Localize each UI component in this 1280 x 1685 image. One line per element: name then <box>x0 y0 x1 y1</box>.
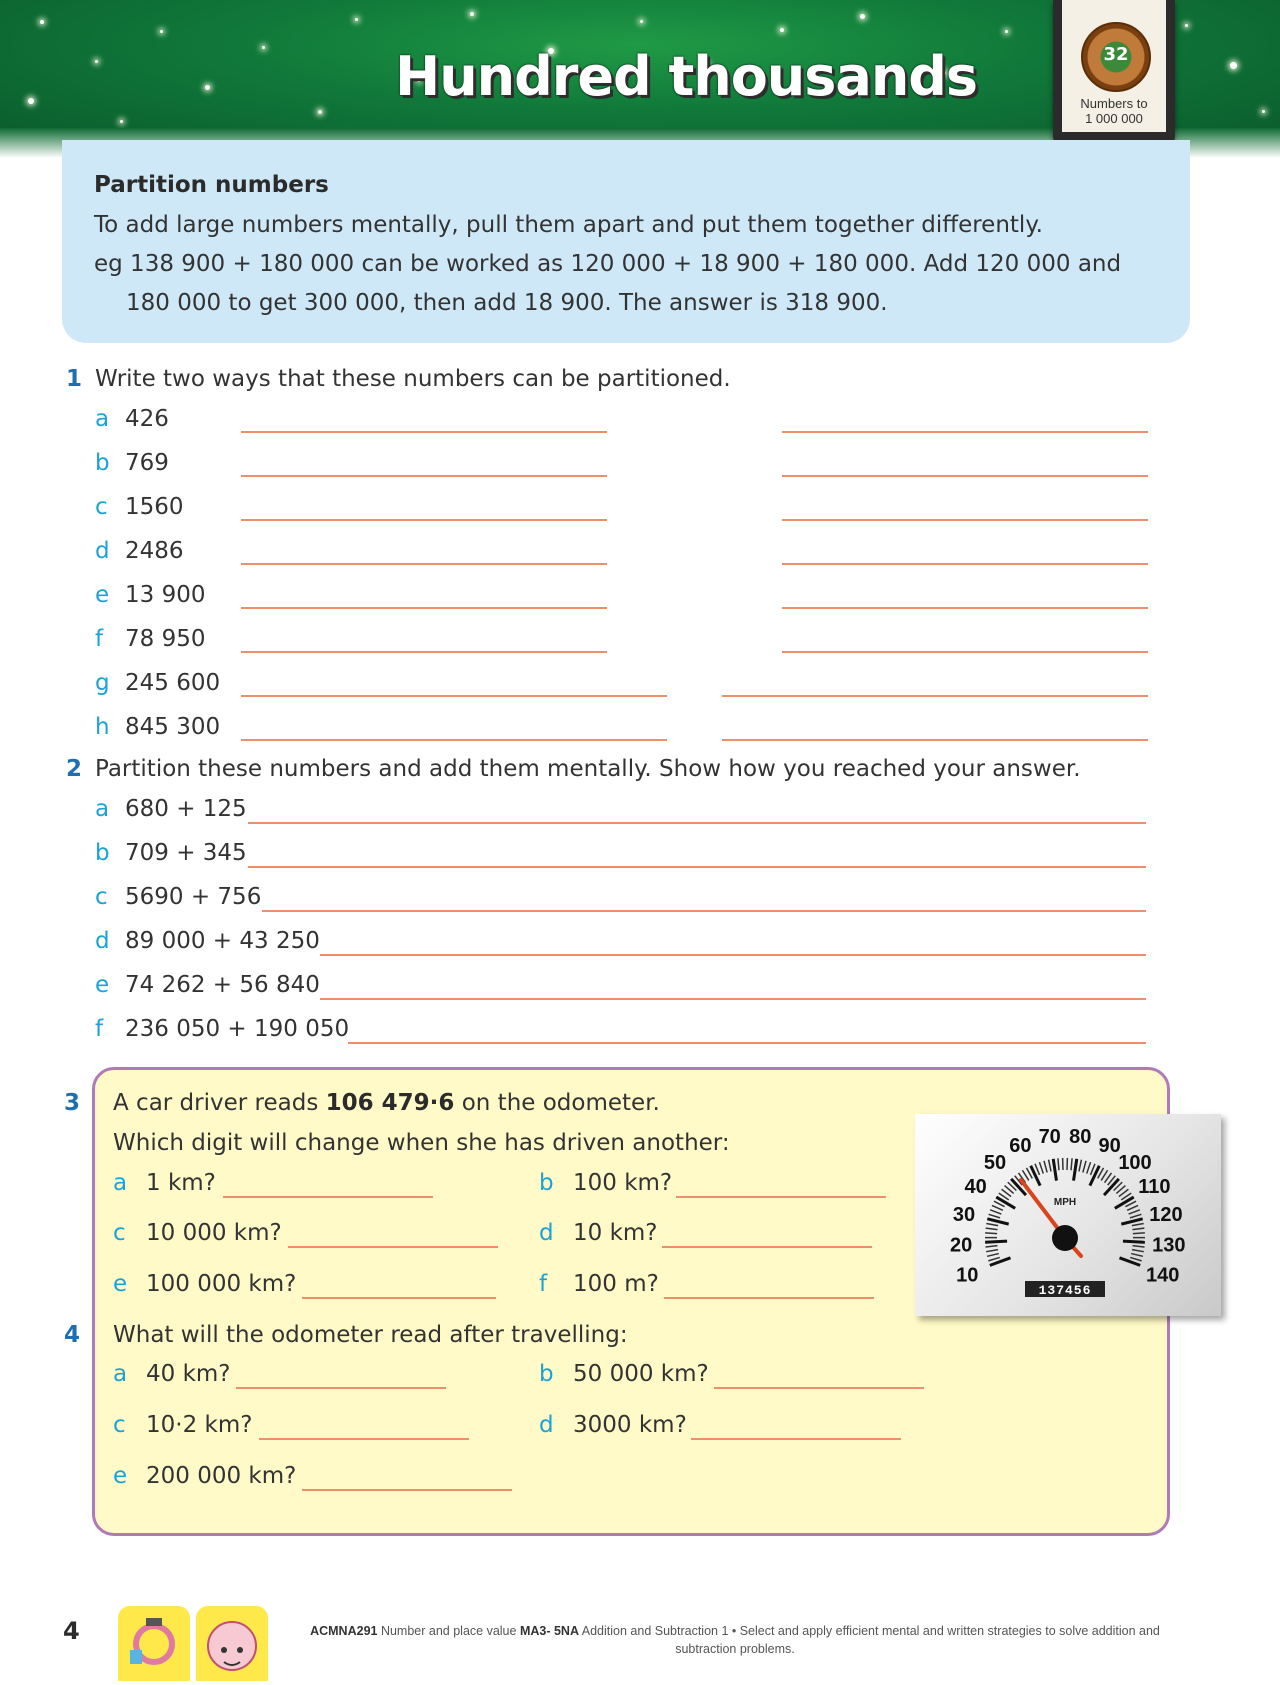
speedometer-minor-tick <box>986 1246 998 1247</box>
q1h-answer-line-2[interactable] <box>722 739 1148 741</box>
q4a-label: a <box>113 1361 127 1387</box>
curriculum-text-2: Addition and Subtraction 1 • Select and apply efficient mental and written strategies to solve addition and <box>579 1624 1160 1638</box>
question-2-text: Partition these numbers and add them mentally. Show how you reached your answer. <box>95 756 1081 782</box>
speedometer-minor-tick <box>1127 1205 1138 1210</box>
q1b-answer-line-2[interactable] <box>782 475 1148 477</box>
q4e-answer-line[interactable] <box>302 1489 512 1491</box>
q2d-label: d <box>95 928 110 954</box>
curriculum-footer <box>300 1622 1170 1658</box>
q1b-answer-line-1[interactable] <box>241 475 607 477</box>
curriculum-code-2: MA3- 5NA <box>520 1624 579 1638</box>
q1e-value: 13 900 <box>125 582 205 608</box>
q2d-answer-line[interactable] <box>320 954 1146 956</box>
q1a-answer-line-2[interactable] <box>782 431 1148 433</box>
speedometer-dial <box>915 1114 1221 1316</box>
q2a-answer-line[interactable] <box>248 822 1146 824</box>
speedometer-tick <box>1090 1166 1099 1186</box>
q1e-answer-line-2[interactable] <box>782 607 1148 609</box>
q3f-label: f <box>539 1271 547 1297</box>
speedometer-minor-tick <box>1087 1162 1091 1173</box>
page-number: 4 <box>63 1617 80 1645</box>
q4d-answer-line[interactable] <box>691 1438 901 1440</box>
info-title: Partition numbers <box>94 172 329 198</box>
tools-icon <box>118 1606 190 1681</box>
speedometer-tick-label: 110 <box>1138 1176 1170 1198</box>
q1g-label: g <box>95 670 110 696</box>
question-3-text <box>113 1090 660 1116</box>
speedometer-minor-tick <box>992 1205 1003 1210</box>
speedometer-tick-label: 60 <box>1009 1135 1031 1157</box>
speedometer-image <box>915 1114 1221 1316</box>
speedometer-tick-label: 120 <box>1149 1204 1182 1226</box>
q1h-answer-line-1[interactable] <box>241 739 667 741</box>
q2a-value: 680 + 125 <box>125 796 247 822</box>
q4b-label: b <box>539 1361 554 1387</box>
badge-caption <box>1064 96 1164 126</box>
q2c-value: 5690 + 756 <box>125 884 261 910</box>
q3d-value: 10 km? <box>573 1220 658 1246</box>
speedometer-tick <box>1074 1159 1077 1181</box>
speedometer-tick-label: 20 <box>950 1235 972 1257</box>
speedometer-tick-label: 10 <box>956 1265 978 1287</box>
question-1-text: Write two ways that these numbers can be partitioned. <box>95 366 731 392</box>
speedometer-minor-tick <box>1058 1158 1059 1170</box>
q4d-value: 3000 km? <box>573 1412 687 1438</box>
q3a-answer-line[interactable] <box>223 1196 433 1198</box>
speedometer-minor-tick <box>1079 1160 1081 1172</box>
speedometer-minor-tick <box>1039 1162 1043 1173</box>
badge-caption-line1: Numbers to <box>1064 96 1164 111</box>
badge-caption-line2: 1 000 000 <box>1064 111 1164 126</box>
question-4-text: What will the odometer read after travelling: <box>113 1322 628 1348</box>
q1b-label: b <box>95 450 110 476</box>
q1g-value: 245 600 <box>125 670 220 696</box>
q4c-value: 10·2 km? <box>146 1412 252 1438</box>
speedometer-tick <box>987 1219 1008 1224</box>
q1c-answer-line-1[interactable] <box>241 519 607 521</box>
speedometer-tick-label: 140 <box>1146 1265 1179 1287</box>
speedometer-minor-tick <box>1130 1257 1141 1260</box>
speedometer-tick <box>1053 1159 1056 1181</box>
curriculum-line-1 <box>300 1622 1170 1640</box>
q2b-label: b <box>95 840 110 866</box>
speedometer-minor-tick <box>985 1233 997 1234</box>
speedometer-minor-tick <box>990 1210 1001 1214</box>
speedometer-minor-tick <box>986 1223 998 1225</box>
question-3-subtext: Which digit will change when she has driven another: <box>113 1130 730 1156</box>
speedometer-minor-tick <box>1130 1214 1141 1218</box>
speedometer-minor-tick <box>1132 1228 1144 1229</box>
question-3-number: 3 <box>64 1090 80 1116</box>
q1c-label: c <box>95 494 108 520</box>
info-line-3: 180 000 to get 300 000, then add 18 900. The answer is 318 900. <box>126 290 888 316</box>
speedometer-tick-label: 100 <box>1118 1152 1151 1174</box>
q1d-label: d <box>95 538 110 564</box>
brain-icon-graphic <box>196 1606 268 1681</box>
q1c-value: 1560 <box>125 494 184 520</box>
speedometer-tick-label: 90 <box>1098 1135 1120 1157</box>
q1f-label: f <box>95 626 103 652</box>
q3e-answer-line[interactable] <box>302 1297 496 1299</box>
q4a-value: 40 km? <box>146 1361 231 1387</box>
curriculum-line-2: subtraction problems. <box>300 1640 1170 1658</box>
q3b-answer-line[interactable] <box>676 1196 886 1198</box>
q2a-label: a <box>95 796 109 822</box>
odometer-digits: 137456 <box>1039 1283 1092 1298</box>
speedometer-tick <box>1115 1197 1134 1208</box>
topic-badge <box>1053 0 1175 146</box>
q3c-answer-line[interactable] <box>288 1246 498 1248</box>
speedometer-minor-tick <box>987 1254 999 1257</box>
q3b-value: 100 km? <box>573 1170 672 1196</box>
speedometer-tick-label: 50 <box>984 1152 1006 1174</box>
tools-icon-graphic <box>118 1606 190 1681</box>
q2c-answer-line[interactable] <box>262 910 1146 912</box>
q3a-label: a <box>113 1170 127 1196</box>
q1d-answer-line-2[interactable] <box>782 563 1148 565</box>
speedometer-minor-tick <box>1132 1250 1144 1252</box>
q1e-answer-line-1[interactable] <box>241 607 607 609</box>
speedometer-minor-tick <box>1071 1158 1072 1170</box>
speedometer-hub <box>1052 1225 1078 1251</box>
q4c-label: c <box>113 1412 126 1438</box>
speedometer-minor-tick <box>1132 1223 1144 1225</box>
speedometer-tick <box>1123 1241 1145 1242</box>
speedometer-minor-tick <box>1083 1161 1086 1173</box>
q1h-label: h <box>95 714 110 740</box>
q4e-value: 200 000 km? <box>146 1463 296 1489</box>
q1g-answer-line-2[interactable] <box>722 695 1148 697</box>
q1f-value: 78 950 <box>125 626 205 652</box>
page-title: Hundred thousands <box>395 45 977 108</box>
speedometer-tick-label: 70 <box>1039 1126 1061 1148</box>
q2f-value: 236 050 + 190 050 <box>125 1016 349 1042</box>
q2f-label: f <box>95 1016 103 1042</box>
speedometer-minor-tick <box>988 1257 999 1260</box>
q4a-answer-line[interactable] <box>236 1387 446 1389</box>
footer-icons <box>118 1606 268 1681</box>
q2d-value: 89 000 + 43 250 <box>125 928 320 954</box>
question-4-number: 4 <box>64 1322 80 1348</box>
q3e-value: 100 000 km? <box>146 1271 296 1297</box>
q1a-label: a <box>95 406 109 432</box>
q4c-answer-line[interactable] <box>259 1438 469 1440</box>
q1d-answer-line-1[interactable] <box>241 563 607 565</box>
q4b-answer-line[interactable] <box>714 1387 924 1389</box>
badge-number: 32 <box>1083 44 1149 65</box>
q3d-answer-line[interactable] <box>662 1246 872 1248</box>
q4e-label: e <box>113 1463 127 1489</box>
speedometer-minor-tick <box>1133 1233 1145 1234</box>
speedometer-minor-tick <box>986 1250 998 1252</box>
speedometer-tick-label: 30 <box>953 1204 975 1226</box>
q1f-answer-line-1[interactable] <box>241 651 607 653</box>
q1h-value: 845 300 <box>125 714 220 740</box>
q3e-label: e <box>113 1271 127 1297</box>
q1d-value: 2486 <box>125 538 184 564</box>
q1f-answer-line-2[interactable] <box>782 651 1148 653</box>
q1a-value: 426 <box>125 406 169 432</box>
info-box <box>62 140 1190 343</box>
medal-icon <box>1081 22 1151 92</box>
question-3-text-after: on the odometer. <box>454 1090 659 1116</box>
speedometer-minor-tick <box>1049 1160 1051 1172</box>
q1a-answer-line-1[interactable] <box>241 431 607 433</box>
q2e-label: e <box>95 972 109 998</box>
q4d-label: d <box>539 1412 554 1438</box>
speedometer-minor-tick <box>989 1214 1000 1218</box>
speedometer-minor-tick <box>1133 1246 1145 1247</box>
speedometer-tick-label: 40 <box>965 1176 987 1198</box>
q1b-value: 769 <box>125 450 169 476</box>
question-3-text-before: A car driver reads <box>113 1090 326 1116</box>
curriculum-code-1: ACMNA291 <box>310 1624 377 1638</box>
q2e-answer-line[interactable] <box>320 998 1146 1000</box>
q4b-value: 50 000 km? <box>573 1361 709 1387</box>
q3d-label: d <box>539 1220 554 1246</box>
odometer-reading: 106 479·6 <box>326 1090 455 1116</box>
brain-icon <box>196 1606 268 1681</box>
speedometer-unit: MPH <box>1054 1197 1076 1208</box>
q3f-answer-line[interactable] <box>664 1297 874 1299</box>
speedometer-minor-tick <box>1044 1161 1047 1173</box>
speedometer-tick <box>985 1241 1007 1242</box>
q3a-value: 1 km? <box>146 1170 216 1196</box>
q2c-label: c <box>95 884 108 910</box>
q1e-label: e <box>95 582 109 608</box>
speedometer-tick <box>1031 1166 1040 1186</box>
speedometer-tick <box>1121 1219 1142 1224</box>
speedometer-tick <box>996 1197 1015 1208</box>
speedometer-tick-label: 130 <box>1152 1235 1185 1257</box>
q1c-answer-line-2[interactable] <box>782 519 1148 521</box>
q2f-answer-line[interactable] <box>348 1042 1146 1044</box>
info-line-1: To add large numbers mentally, pull them apart and put them together differently. <box>94 212 1043 238</box>
q1g-answer-line-1[interactable] <box>241 695 667 697</box>
question-2-number: 2 <box>66 756 82 782</box>
speedometer-tick-label: 80 <box>1069 1126 1091 1148</box>
q2e-value: 74 262 + 56 840 <box>125 972 320 998</box>
q3f-value: 100 m? <box>573 1271 659 1297</box>
q3c-label: c <box>113 1220 126 1246</box>
question-1-number: 1 <box>66 366 82 392</box>
speedometer-minor-tick <box>1129 1210 1140 1214</box>
topic-badge-screen <box>1062 0 1166 132</box>
curriculum-text-1: Number and place value <box>377 1624 519 1638</box>
q2b-answer-line[interactable] <box>248 866 1146 868</box>
speedometer-minor-tick <box>986 1228 998 1229</box>
info-line-2: eg 138 900 + 180 000 can be worked as 120 000 + 18 900 + 180 000. Add 120 000 and <box>94 251 1121 277</box>
q3b-label: b <box>539 1170 554 1196</box>
speedometer-minor-tick <box>1131 1254 1143 1257</box>
q3c-value: 10 000 km? <box>146 1220 282 1246</box>
q2b-value: 709 + 345 <box>125 840 247 866</box>
